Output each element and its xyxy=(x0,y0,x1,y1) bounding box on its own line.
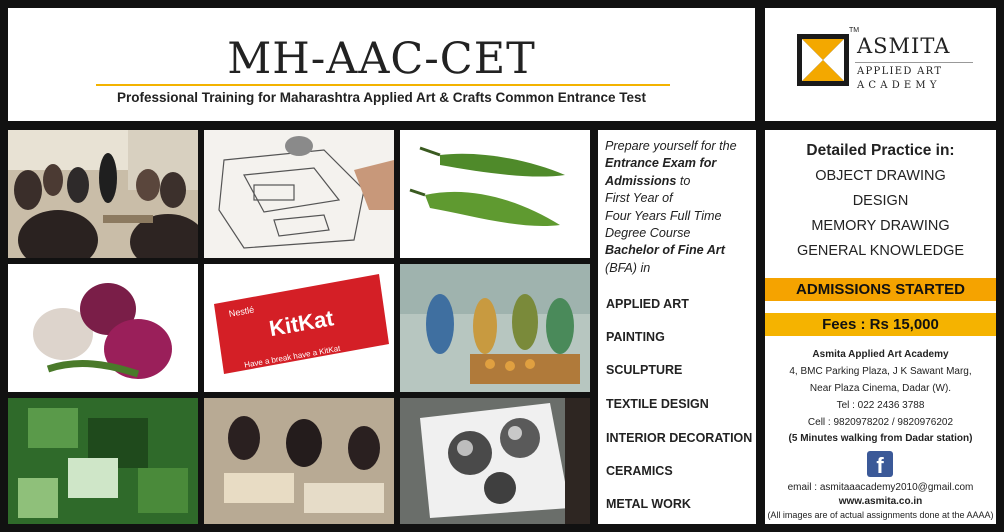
market-scene-painting xyxy=(400,264,590,392)
intro-degree: Bachelor of Fine Art xyxy=(605,243,725,258)
intro-line: Prepare yourself for the xyxy=(605,139,737,153)
asmita-logo-icon xyxy=(797,34,849,86)
course-textile-design: TEXTILE DESIGN xyxy=(606,397,709,411)
logo-subtitle-2: ACADEMY xyxy=(857,80,941,91)
title-underline xyxy=(96,84,670,86)
practice-title: Detailed Practice in: xyxy=(806,142,955,159)
admissions-banner: ADMISSIONS STARTED xyxy=(765,278,996,301)
students-drawing-photo xyxy=(204,398,394,524)
chocolate-small-text: Nestlé xyxy=(228,304,255,319)
logo-divider xyxy=(855,62,973,63)
course-interior-decoration: INTERIOR DECORATION xyxy=(606,431,753,445)
intro-line: to xyxy=(676,173,691,188)
course-applied-art: APPLIED ART xyxy=(606,297,689,311)
disclaimer-text: (All images are of actual assignments done at the AAAA) xyxy=(767,510,994,520)
intro-line-bold: Entrance Exam for xyxy=(605,156,717,171)
cell-numbers: Cell : 9820978202 / 9820976202 xyxy=(807,417,954,428)
car-sketch-photo xyxy=(204,130,394,258)
course-sculpture: SCULPTURE xyxy=(606,363,683,377)
chillies-painting xyxy=(400,130,590,258)
green-abstract-painting xyxy=(8,398,198,524)
phone-number: Tel : 022 2436 3788 xyxy=(836,400,925,411)
facebook-icon[interactable]: f xyxy=(867,451,893,477)
chocolate-brand-text: KitKat xyxy=(267,305,336,342)
intro-line: Four Years Full Time xyxy=(605,208,722,223)
practice-item: OBJECT DRAWING xyxy=(815,168,946,184)
trademark-label: TM xyxy=(849,27,860,34)
fees-banner: Fees : Rs 15,000 xyxy=(765,313,996,336)
logo-panel xyxy=(765,8,996,121)
courses-panel xyxy=(598,130,756,524)
course-ceramics: CERAMICS xyxy=(606,464,673,478)
email-address[interactable]: email : asmitaaacademy2010@gmail.com xyxy=(787,482,974,493)
address-line-2: Near Plaza Cinema, Dadar (W). xyxy=(809,383,952,394)
intro-admissions: Admissions xyxy=(605,173,677,188)
practice-item: GENERAL KNOWLEDGE xyxy=(796,243,965,259)
logo-name: ASMITA xyxy=(857,34,951,58)
onion-garlic-painting xyxy=(8,264,198,392)
classroom-photo xyxy=(8,130,198,258)
intro-text xyxy=(605,138,755,277)
page-subtitle: Professional Training for Maharashtra Applied Art & Crafts Common Entrance Test xyxy=(116,90,647,105)
address-line-1: 4, BMC Parking Plaza, J K Sawant Marg, xyxy=(789,366,972,377)
intro-line: Degree Course xyxy=(605,226,691,241)
academy-name: Asmita Applied Art Academy xyxy=(812,349,949,360)
info-panel xyxy=(765,130,996,524)
header-panel xyxy=(8,8,755,121)
walking-note: (5 Minutes walking from Dadar station) xyxy=(788,433,973,444)
intro-line: First Year of xyxy=(605,191,673,206)
spheres-shading-photo xyxy=(400,398,590,524)
chocolate-painting xyxy=(204,264,394,392)
website-link[interactable]: www.asmita.co.in xyxy=(838,496,923,507)
logo-subtitle-1: APPLIED ART xyxy=(857,66,943,77)
course-painting: PAINTING xyxy=(606,330,665,344)
chocolate-slogan-text: Have a break have a KitKat xyxy=(243,343,342,370)
practice-item: MEMORY DRAWING xyxy=(811,218,950,234)
page-title: MH-AAC-CET xyxy=(227,34,536,84)
practice-item: DESIGN xyxy=(852,193,909,209)
course-metal-work: METAL WORK xyxy=(606,497,691,511)
intro-line: (BFA) in xyxy=(605,260,651,275)
